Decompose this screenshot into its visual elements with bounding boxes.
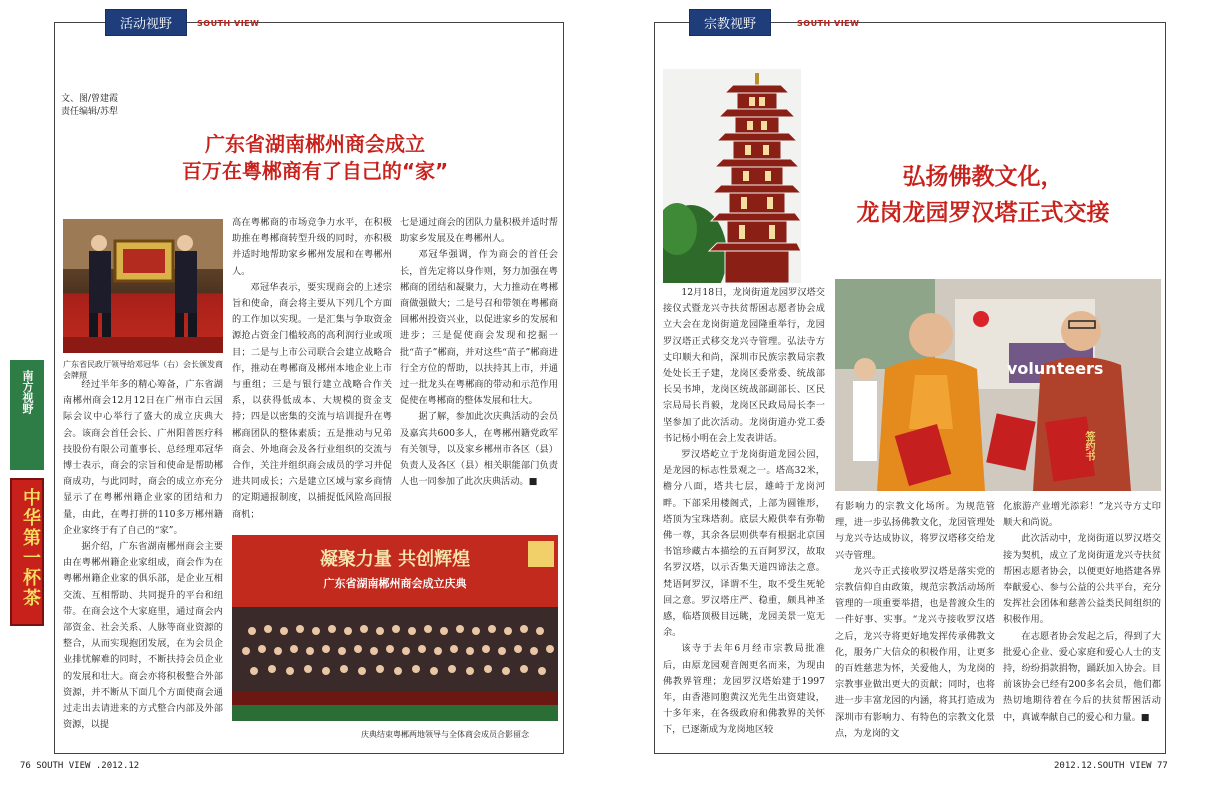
paragraph: 七是通过商会的团队力量积极并适时帮助家乡发展及在粤郴州人。 xyxy=(400,217,558,245)
award-photo-caption: 广东省民政厅领导给邓冠华（右）会长颁发商会牌照 xyxy=(63,360,223,380)
paragraph: 此次活动中，龙岗街道以罗汉塔交接为契机，成立了龙岗街道龙兴寺扶贫帮困志愿者协会，以便更好地搭建各界奉献爱心、参与公益的公共平台，充分发挥社会团体和慈善公益类民间组织的积极作用。 xyxy=(1003,533,1161,626)
award-photo-art xyxy=(63,219,223,353)
ceremony-photo-art xyxy=(835,279,1161,491)
pagoda-art xyxy=(663,69,801,283)
ceremony-sign-text: 签约书 xyxy=(1083,431,1094,461)
section-tab: 宗教视野 xyxy=(689,9,771,36)
paragraph: 据介绍，广东省湖南郴州商会主要由在粤郴州籍企业家组成，商会作为在粤郴州籍企业家的俱乐部，是企业互相交流、互相帮助、共同提升的平台和纽带。在商会这个大家庭里，通过商会内部资金、社会关系、人脉等商业资源的整合，从而实现抱团发展，在为会员企业排忧解难的同时，不断扶持会员企业的发展和壮大。商会亦将积极整合外部资源，并不断从下面几个方面使商会通过走出去请进来的方式整合内部及外部资源，以提 xyxy=(63,541,223,731)
right-page xyxy=(654,17,1166,754)
spine-tag xyxy=(10,360,44,470)
section-tab: 活动视野 xyxy=(105,9,187,36)
section-en-label: SOUTH VIEW xyxy=(797,19,860,28)
group-photo-banner: 凝聚力量 共创辉煌 xyxy=(319,549,471,570)
left-column-1 xyxy=(63,377,223,747)
article-title-line1: 弘扬佛教文化， xyxy=(902,164,1064,190)
spine-tea-banner xyxy=(10,478,44,626)
right-column-2 xyxy=(835,499,995,749)
byline-editor: 责任编辑/苏犁 xyxy=(61,107,119,117)
paragraph: 据了解，参加此次庆典活动的会员及嘉宾共600多人，在粤郴州籍党政军有关领导，以及家乡郴州市各区（县）负责人及各区（县）相关职能部门负责人也一同参加了此次庆典活动。■ xyxy=(400,411,558,488)
article-title-line1: 广东省湖南郴州商会成立 xyxy=(205,132,425,156)
left-column-3 xyxy=(400,215,558,535)
paragraph: 该寺于去年6月经市宗教局批准后，由原龙园观音阁更名而来，为现由佛教界管理；龙园罗汉塔始建于1997年，由香港同胞黄汉光先生出资建设，十多年来，在各级政府和佛教界的关怀下，已逐渐成为龙岗地区较 xyxy=(663,643,825,736)
left-column-2 xyxy=(232,215,392,535)
article-title-line2: 龙岗龙园罗汉塔正式交接 xyxy=(856,200,1110,226)
right-column-1 xyxy=(663,285,825,747)
spine-tea-text: 中华第一杯茶 xyxy=(20,488,41,608)
article-title xyxy=(115,131,515,185)
article-title xyxy=(805,159,1161,231)
paragraph: 邓冠华表示，要实现商会的上述宗旨和使命，商会将主要从下列几个方面的工作加以实现。一是汇集与争取资金源抢占资金门槛较高的高利润行业或项目；二是与上市公司联合会建立战略合作，推动在粤郴商及郴州本地企业上市与重组；三是与银行建立战略合作关系，以获得低成本、大规模的资金支持；四是以密集的交流与培训提升在粤郴商团队的整体素质；五是推动与兄弟商会、外地商会及各行业组织的交流与合作，关注并组织商会成员的学习并促进共同成长；六是建立区域与家乡商情的定期通报制度，以捕捉低风险高回报商机； xyxy=(232,281,392,520)
paragraph: 高在粤郴商的市场竞争力水平，在积极助推在粤郴商转型升级的同时，亦积极并适时地帮助家乡郴州发展和在粤郴州人。 xyxy=(232,217,392,277)
paragraph: 在志愿者协会发起之后，得到了大批爱心企业、爱心家庭和爱心人士的支持，纷纷捐款捐物，踊跃加入协会。目前该协会已经有200多名会员，他们都热切地期待着在今后的扶贫帮困活动中，真诚奉献自己的爱心和力量。■ xyxy=(1003,630,1161,723)
award-photo xyxy=(63,219,223,353)
group-photo xyxy=(232,535,558,721)
article-title-line2: 百万在粤郴商有了自己的“家” xyxy=(181,159,449,183)
left-page xyxy=(54,17,564,754)
group-photo-subbanner: 广东省湖南郴州商会成立庆典 xyxy=(323,577,467,590)
section-en-label: SOUTH VIEW xyxy=(197,19,260,28)
group-photo-caption: 庆典结束粤郴两地领导与全体商会成员合影留念 xyxy=(361,730,529,739)
paragraph: 龙兴寺正式接收罗汉塔是落实党的宗教信仰自由政策，规范宗教活动场所管理的一项重要举措，也是普渡众生的一件好事、实事。“龙兴寺接收罗汉塔之后，龙兴寺将更好地发挥传承佛教文化，服务广大信众的积极作用，让更多的百姓慈悲为怀，关爱他人，为龙岗的宗教事业做出更大的贡献；同时，也将进一步丰富龙园的内涵，将其打造成为深圳市有影响力、有特色的宗教文化景点，为龙岗的文 xyxy=(835,565,995,739)
right-page-footer: 2012.12.SOUTH VIEW 77 xyxy=(1054,761,1168,771)
left-page-footer: 76 SOUTH VIEW .2012.12 xyxy=(20,761,140,771)
ceremony-volunteer-text: volunteers xyxy=(1007,359,1104,378)
ceremony-photo xyxy=(835,279,1161,491)
spine-tag-text: 南方视野 xyxy=(21,370,34,414)
paragraph: 有影响力的宗教文化场所。为规范管理，进一步弘扬佛教文化，龙园管理处与龙兴寺达成协议，将罗汉塔移交给龙兴寺管理。 xyxy=(835,501,995,561)
paragraph: 经过半年多的精心筹备，广东省湖南郴州商会12月12日在广州市白云国际会议中心举行了盛大的成立庆典大会。该商会首任会长、广州阳普医疗科技股份有限公司董事长、总经理邓冠华博士表示，商会的宗旨和使命是帮助郴商成功，与此同时，商会的成立亦充分显示了在粤郴州籍企业家的团结和力量，由此，在粤打拼的110多万郴州籍企业家终于有了自己的“家”。 xyxy=(63,379,223,536)
right-column-3 xyxy=(1003,499,1161,749)
byline xyxy=(61,93,118,119)
paragraph: 化旅游产业增光添彩！”龙兴寺方丈印顺大和尚说。 xyxy=(1003,501,1161,529)
paragraph: 12月18日，龙岗街道龙园罗汉塔交接仪式暨龙兴寺扶贫帮困志愿者协会成立大会在龙岗街道龙园隆重举行，龙园罗汉塔正式移交龙兴寺管理。弘法寺方丈印顺大和尚，深圳市民族宗教局宗教处处长王子建，龙岗区委常委、统战部长吴书坤，龙岗区统战部副部长、区民宗局局长肖毅，龙岗区民政局局长李一坚参加了此次活动。龙岗街道办党工委书记杨小明在会上发表讲话。 xyxy=(663,287,825,444)
paragraph: 罗汉塔屹立于龙岗街道龙园公园，是龙园的标志性景观之一。塔高32米，檐分八面，塔共七层，雄峙于龙岗河畔。下部采用楼阁式，上部为圆锥形，塔顶为宝珠塔刹。底层大殿供奉有弥勒佛一尊，其余各层则供奉有根据北京国书馆珍藏古本描绘的五百阿罗汉，故取名罗汉塔，以示否集天道四谛法之意。梵语阿罗汉，译谓不生，取不受生死轮回之意。罗汉塔庄严、稳重，颇具神圣感，临塔顶极目远眺，龙园美景一览无余。 xyxy=(663,449,825,639)
paragraph: 邓冠华强调，作为商会的首任会长，首先定将以身作则，努力加强在粤郴商的团结和凝聚力，大力推动在粤郴商做强做大；二是号召和带领在粤郴商回郴州投资兴业，以促进家乡的发展和进步；三是促使商会发现和挖掘一批“苗子”郴商，并对这些“苗子”郴商进行全方位的帮助，以扶持其上市，并通过一批龙头在粤郴商的带动和示范作用促使在粤郴商的整体发展和壮大。 xyxy=(400,249,558,407)
pagoda-photo xyxy=(663,69,801,283)
byline-author: 文、图/曾建霞 xyxy=(61,94,119,104)
